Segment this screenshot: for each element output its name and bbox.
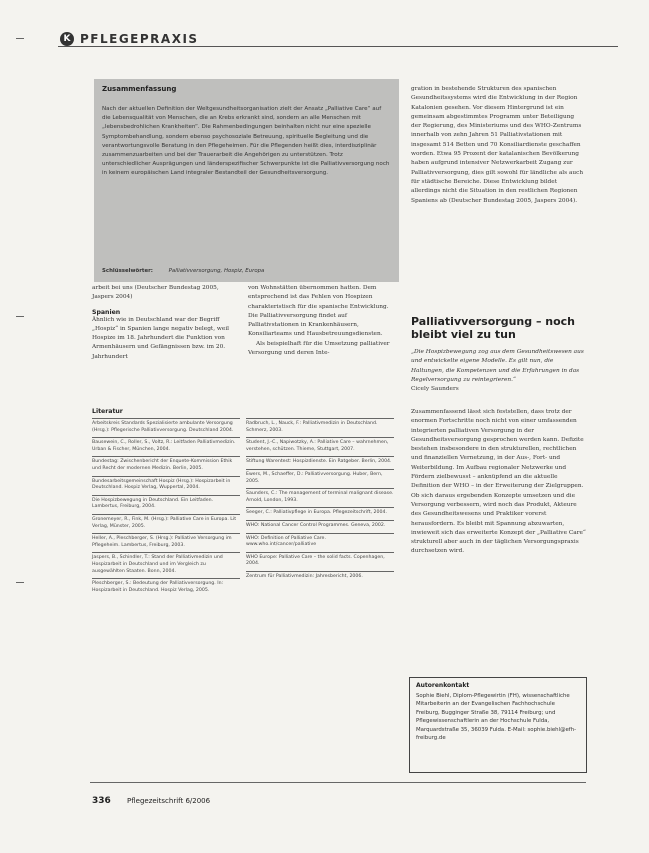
literature-item: WHO: National Cancer Control Programmes. Geneva, 2002.: [246, 520, 394, 533]
summary-box: [94, 79, 399, 282]
literature-item: Radbruch, L., Nauck, F.: Palliativmedizin in Deutschland. Schmerz, 2003.: [246, 418, 394, 437]
literature-item: Gronemeyer, R., Fink, M. (Hrsg.): Palliative Care in Europa. Lit Verlag, Münster, 2005.: [92, 514, 240, 533]
literature-item: Pleschberger, S.: Bedeutung der Palliativversorgung. In: Hospizarbeit in Deutschland. Hospiz Verlag, 2005.: [92, 578, 240, 597]
page-number: 336: [92, 796, 111, 806]
column-right-continued: [411, 408, 586, 557]
literature-item: Student, J.-C., Napiwotzky, A.: Palliative Care – wahrnehmen, verstehen, schützen. Thieme, Stuttgart, 2007.: [246, 437, 394, 456]
literature-item: Bausewein, C., Roller, S., Voltz, R.: Leitfaden Palliativmedizin. Urban & Fischer, München, 2004.: [92, 437, 240, 456]
section-logo-icon: K: [60, 32, 74, 46]
literature-item: WHO Europe: Palliative Care – the solid facts. Copenhagen, 2004.: [246, 552, 394, 571]
body-text: Zusammenfassend lässt sich feststellen, dass trotz der enormen Fortschritte noch nicht von einer umfassenden integrierten palliativen Versorgung in der Gesundheitsversorgung gesprochen werden kann. Defizite bestehen insbesondere in den strukturellen, rechtlichen und finanziellen Vernetzung, in der Aus-, Fort- und Weiterbildung. Im Aufbau regionaler Netzwerke und Fördern zielbewusst – anknüpfend an die aktuelle Definition der WHO – in der Erweiterung der Zielgruppen. Ob sich daraus ergebenden Konzepte umsetzen und die Versorgung verbessern, wird noch das Produkt, Akteure des Gesundheitswesens und Praktiker vorerst herausfordern. Es bleibt mit Spannung abzuwarten, inwieweit sich das erweiterte Konzept der „Palliative Care“ strukturell aber auch in der täglichen Versorgungspraxis durchsetzen wird.: [411, 409, 586, 555]
literature-item: WHO: Definition of Palliative Care. www.who.int/cancer/palliative: [246, 533, 394, 552]
body-text: arbeit bei uns (Deutscher Bundestag 2005, Jaspers 2004): [92, 285, 219, 301]
keywords-label: Schlüsselwörter:: [102, 268, 153, 274]
summary-title: Zusammenfassung: [102, 85, 177, 93]
body-text: Als beispielhaft für die Umsetzung palliativer Versorgung und deren Inte-: [248, 340, 390, 357]
quote-text: „Die Hospizbewegung zog aus dem Gesundheitswesen aus und entwickelte eigene Modelle. Es gilt nun, die Haltungen, die Kompetenzen und die Erfahrungen in das Regelversorgung zu reintegrieren.“: [411, 349, 584, 383]
literature-item: Die Hospizbewegung in Deutschland. Ein Leitfaden. Lambertus, Freiburg, 2004.: [92, 495, 240, 514]
literature-item: Seeger, C.: Palliativpflege in Europa. Pflegezeitschrift, 2004.: [246, 507, 394, 520]
column-middle: [248, 284, 398, 358]
journal-name: Pflegezeitschrift 6/2006: [127, 797, 211, 805]
literature-item: Ewers, M., Schaeffer, D.: Palliativversorgung. Huber, Bern, 2005.: [246, 469, 394, 488]
literature-item: Heller, A., Pleschberger, S. (Hrsg.): Palliative Versorgung im Pflegeheim. Lambertus, Freiburg, 2003.: [92, 533, 240, 552]
contact-title: Autorenkontakt: [416, 682, 470, 689]
literature-item: Jaspers, B., Schindler, T.: Stand der Palliativmedizin und Hospizarbeit in Deutschland und im Vergleich zu ausgewählten Staaten. Bonn, 2004.: [92, 552, 240, 578]
keywords-value: Palliativversorgung, Hospiz, Europa: [168, 268, 265, 274]
subheading-spain: Spanien: [92, 308, 121, 316]
literature-item: Bundestag: Zwischenbericht der Enquete-Kommission Ethik und Recht der modernen Medizin. Berlin, 2005.: [92, 456, 240, 475]
literature-item: Arbeitskreis Standards Spezialisierte ambulante Versorgung (Hrsg.): Pflegerische Palliativversorgung. Deutschland 2004.: [92, 418, 240, 437]
literature-list-right: [246, 418, 394, 584]
literature-item: Zentrum für Palliativmedizin: Jahresbericht, 2006.: [246, 571, 394, 584]
section-heading: Palliativversorgung – noch bleibt viel zu tun: [411, 315, 576, 341]
body-text: Ähnlich wie in Deutschland war der Begriff „Hospiz“ in Spanien lange negativ belegt, weil Hospize im 18. Jahrhundert die Funktion von Armenhäusern und Gefängnissen bzw. im 20. Jahrhundert: [92, 316, 230, 360]
author-contact-box: [409, 677, 587, 773]
literature-list-left: [92, 418, 240, 597]
column-right: [411, 85, 584, 206]
margin-mark: [16, 38, 24, 39]
quote-author: Cicely Saunders: [411, 386, 459, 393]
body-text: von Wohnstätten übernommen hatten. Dem entsprechend ist das Fehlen von Hospizen charakteristisch für die spanische Entwicklung. Die Palliativversorgung findet auf Palliativstationen in Krankenhäusern, Konsiliarteams und Hausbetreuungsdiensten.: [248, 285, 389, 338]
page-footer: [92, 796, 210, 806]
literature-item: Stiftung Warentest: Hospizdienste. Ein Ratgeber. Berlin, 2004.: [246, 456, 394, 469]
footer-rule: [90, 782, 586, 783]
summary-keywords: [102, 268, 264, 274]
section-title: PFLEGEPRAXIS: [80, 32, 199, 46]
header-rule: [58, 46, 618, 47]
column-left: [92, 284, 240, 362]
summary-text: Nach der aktuellen Definition der Weltgesundheitsorganisation zielt der Ansatz „Palliative Care“ auf die Lebensqualität von Menschen, die an Krebs erkrankt sind, sondern an alle Menschen mit „lebensbedrohlichen Krankheiten“. Die Rahmenbedingungen beinhalten nicht nur eine spezielle Symptombehandlung, sondern ebenso psychosoziale Betreuung, spirituelle Begleitung und die verantwortungsvolle Beratung in den Pflegeheimen. Für die Pflegenden heißt dies, interdisziplinär zusammenzuarbeiten und bei der Trauerarbeit die Angehörigen zu unterstützen. Trotz unterschiedlicher Ausprägungen und länderspezifischer Schwerpunkte ist die Palliativversorgung noch in keinem europäischen Land integraler Bestandteil der Gesundheitsversorgung.: [102, 106, 390, 177]
literature-item: Bundesarbeitsgemeinschaft Hospiz (Hrsg.): Hospizarbeit in Deutschland. Hospiz Verlag, Wuppertal, 2004.: [92, 476, 240, 495]
margin-mark: [16, 582, 24, 583]
literature-item: Saunders, C.: The management of terminal malignant disease. Arnold, London, 1993.: [246, 488, 394, 507]
contact-text: Sophie Biehl, Diplom-Pflegewirtin (FH), wissenschaftliche Mitarbeiterin an der Evangelischen Fachhochschule Freiburg, Bugginger Straße 38, 79114 Freiburg; und Pflegewissenschaftlerin an der Hochschule Fulda, Marquardstraße 35, 36039 Fulda. E-Mail: sophie.biehl@efh-freiburg.de: [416, 693, 577, 742]
quote: [411, 348, 586, 392]
body-text: gration in bestehende Strukturen des spanischen Gesundheitssystems wird die Entwicklung in der Region Katalonien gesehen. Vor diesem Hintergrund ist ein gemeinsam abgestimmtes Programm unter Beteiligung der Regierung, des Ministeriums und des WHO-Zentrums innerhalb von zehn Jahren 51 Palliativstationen mit insgesamt 514 Betten und 70 Konsiliardienste geschaffen worden. Etwa 95 Prozent der katalanischen Bevölkerung haben aufgrund intensiver Netzwerkarbeit Zugang zur Palliativversorgung, dies gilt sowohl für ländliche als auch für städtische Bereiche. Diese Entwicklung bildet allerdings nicht die Situation in den restlichen Regionen Spaniens ab (Deutscher Bundestag 2005, Jaspers 2004).: [411, 86, 584, 204]
margin-mark: [16, 316, 24, 317]
literature-title: Literatur: [92, 408, 123, 415]
